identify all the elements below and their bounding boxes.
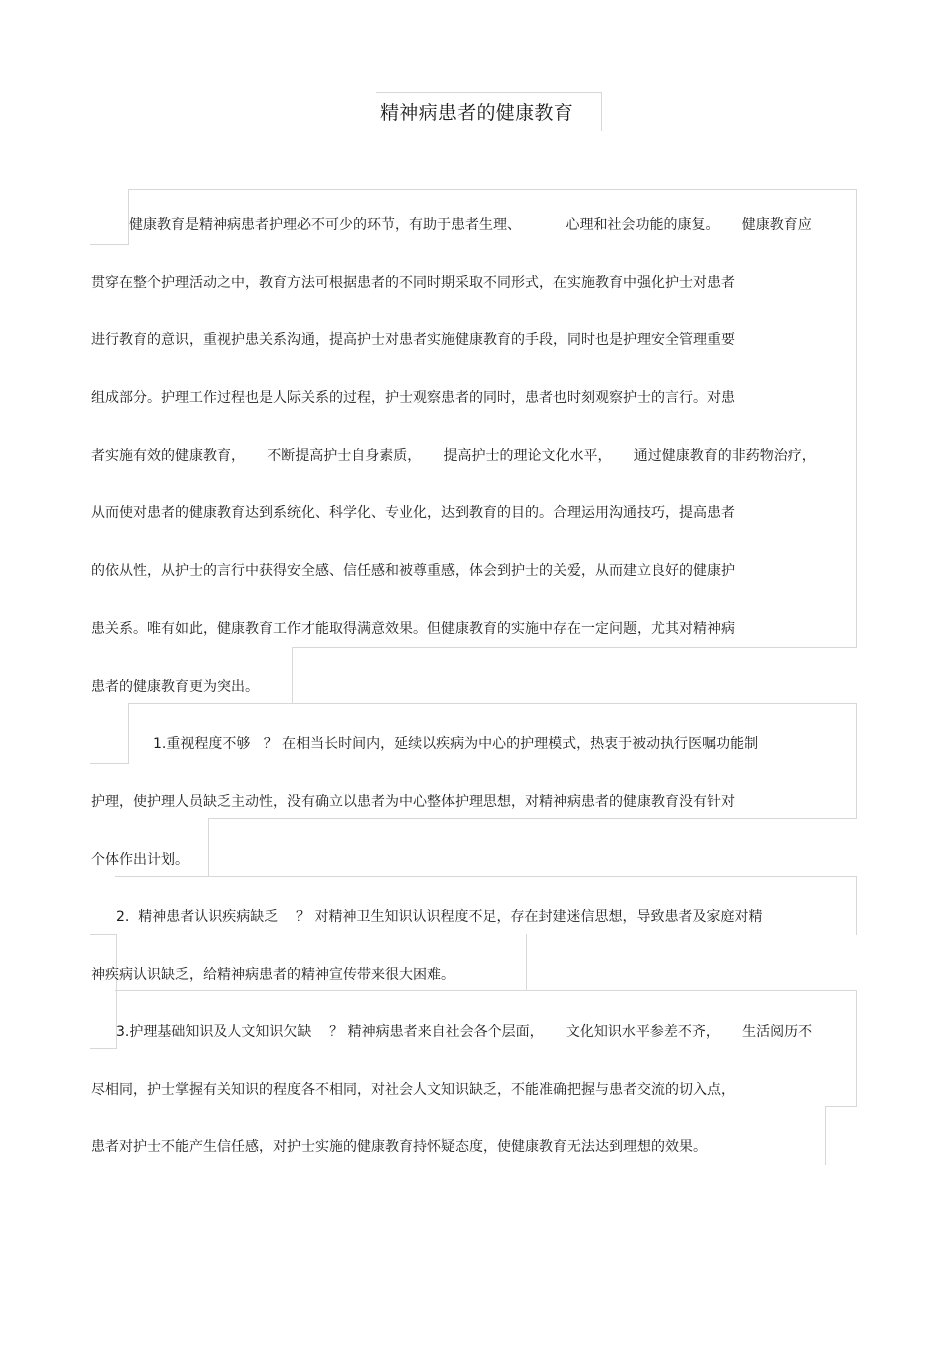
paragraph-1-line-3: 进行教育的意识，重视护患关系沟通，提高护士对患者实施健康教育的手段，同时也是护理安全管理重要: [91, 332, 735, 348]
paragraph-2-line-3: 个体作出计划。: [91, 852, 189, 868]
paragraph-1-line-1: 健康教育是精神病患者护理必不可少的环节，有助于患者生理、 心理和社会功能的康复。 健康教育应: [129, 217, 812, 233]
frame-indent-4: [90, 990, 117, 1049]
paragraph-2-line-1: 1.重视程度不够 ？ 在相当长时间内，延续以疾病为中心的护理模式，热衷于被动执行医嘱功能制: [153, 736, 759, 752]
paragraph-1-line-2: 贯穿在整个护理活动之中，教育方法可根据患者的不同时期采取不同形式，在实施教育中强化护士对患者: [91, 275, 735, 291]
paragraph-1-line-4: 组成部分。护理工作过程也是人际关系的过程，护士观察患者的同时，患者也时刻观察护士的言行。对患: [91, 390, 735, 406]
paragraph-1-line-9: 患者的健康教育更为突出。: [91, 679, 259, 695]
document-title: 精神病患者的健康教育: [380, 102, 574, 124]
frame-indent-1: [90, 189, 129, 245]
paragraph-3-line-1: 2. 精神患者认识疾病缺乏 ？ 对精神卫生知识认识程度不足，存在封建迷信思想，导致患者及家庭对精: [116, 909, 763, 925]
paragraph-1-line-7: 的依从性，从护士的言行中获得安全感、信任感和被尊重感，体会到护士的关爱，从而建立良好的健康护: [91, 563, 735, 579]
frame-para-2-end: [208, 818, 857, 877]
paragraph-4-line-1: 3.护理基础知识及人文知识欠缺 ？ 精神病患者来自社会各个层面， 文化知识水平参差不齐， 生活阅历不: [116, 1024, 813, 1040]
frame-para-3-end: [526, 934, 857, 991]
frame-para-1-end: [292, 647, 857, 704]
paragraph-1-line-6: 从而使对患者的健康教育达到系统化、科学化、专业化，达到教育的目的。合理运用沟通技巧，提高患者: [91, 505, 735, 521]
paragraph-1-line-8: 患关系。唯有如此，健康教育工作才能取得满意效果。但健康教育的实施中存在一定问题，尤其对精神病: [91, 621, 735, 637]
frame-indent-2: [90, 703, 129, 764]
paragraph-3-line-2: 神疾病认识缺乏，给精神病患者的精神宣传带来很大困难。: [91, 967, 455, 983]
paragraph-1-line-5: 者实施有效的健康教育， 不断提高护士自身素质， 提高护士的理论文化水平， 通过健康教育的非药物治疗，: [91, 448, 816, 464]
frame-para-4-end: [825, 1106, 857, 1165]
paragraph-2-line-2: 护理，使护理人员缺乏主动性，没有确立以患者为中心整体护理思想，对精神病患者的健康教育没有针对: [91, 794, 735, 810]
paragraph-4-line-3: 患者对护士不能产生信任感，对护士实施的健康教育持怀疑态度，使健康教育无法达到理想的效果。: [91, 1139, 707, 1155]
paragraph-4-line-2: 尽相同，护士掌握有关知识的程度各不相同，对社会人文知识缺乏，不能准确把握与患者交流的切入点，: [91, 1082, 735, 1098]
